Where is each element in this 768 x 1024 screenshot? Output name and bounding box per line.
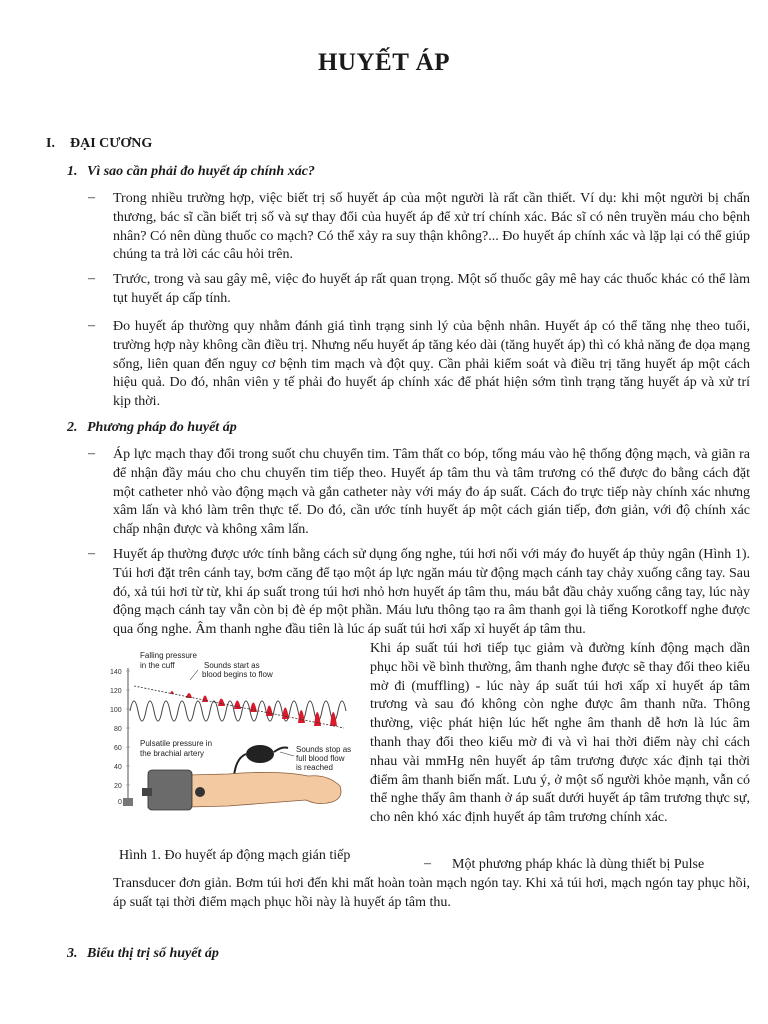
y-tick-label: 120 xyxy=(110,688,122,695)
page-title: HUYẾT ÁP xyxy=(317,49,451,76)
label-full-flow: full blood flow xyxy=(296,754,345,763)
paragraph: Đo huyết áp thường quy nhằm đánh giá tình trạng sinh lý của bệnh nhân. Huyết áp có thể tăng nhẹ theo tuổi, trường hợp này không cần điều trị. Nhưng nếu huyết áp tăng kéo dài (tăng huyết áp) thì có khả năng đe dọa mạng sống, liên quan đến nguy cơ bệnh tim mạch và đột quỵ. Cần phải kiểm soát và điều trị tăng huyết áp một cách hiệu quả. Do đó, nhân viên y tế phải đo huyết áp chính xác để phát hiện sớm tình trạng tăng huyết áp và xử trí kịp thời. xyxy=(113,319,750,410)
paragraph: Áp lực mạch thay đổi trong suốt chu chuyển tim. Tâm thất co bóp, tống máu vào hệ thống động mạch, và giãn ra để nhận đầy máu cho chu chuyển tim tiếp theo. Huyết áp tâm thu và tâm trương có thể được đo bằng cách đặt một catheter nhỏ vào động mạch và gắn catheter này với máy đo áp suất. Cách đo trực tiếp này chính xác nhưng xâm lấn và khó làm trên thực tế. Do đó, cần ước tính huyết áp một cách gián tiếp, đơn giản, với độ chính xác chấp nhận được và không xâm lấn. xyxy=(113,447,750,538)
paragraph: Transducer đơn giản. Bơm túi hơi đến khi mất hoàn toàn mạch ngón tay. Khi xả túi hơi, mạch ngón tay phục hồi, áp suất tại thời điểm mạch phục hồi này là huyết áp tâm thu. xyxy=(113,876,750,910)
label-in-cuff: in the cuff xyxy=(140,661,175,670)
section-label: ĐẠI CƯƠNG xyxy=(70,136,153,151)
blood-pressure-figure xyxy=(108,646,358,846)
label-sounds-start: Sounds start as xyxy=(204,661,260,670)
subsection-number: 2. xyxy=(67,420,78,435)
label-blood-flow: blood begins to flow xyxy=(202,670,273,679)
section-number: I. xyxy=(46,136,55,151)
subsection-label: Biểu thị trị số huyết áp xyxy=(87,946,219,961)
subsection-number: 3. xyxy=(67,946,78,961)
label-brachial: the brachial artery xyxy=(140,749,205,758)
bullet-dash: – xyxy=(88,318,95,333)
y-tick-label: 0 xyxy=(118,799,122,806)
subsection-heading-1 xyxy=(67,164,315,180)
y-tick-label: 140 xyxy=(110,669,122,676)
label-sounds-stop: Sounds stop as xyxy=(296,745,352,754)
y-axis-ticks xyxy=(110,669,122,806)
bullet-dash: – xyxy=(88,546,95,561)
figure-caption: Hình 1. Đo huyết áp động mạch gián tiếp xyxy=(119,848,351,863)
inflation-bulb-icon xyxy=(246,745,274,763)
subsection-heading-3 xyxy=(67,946,219,962)
label-falling-pressure: Falling pressure xyxy=(140,651,197,660)
subsection-label: Phương pháp đo huyết áp xyxy=(87,420,237,435)
y-tick-label: 100 xyxy=(110,707,122,714)
y-tick-label: 60 xyxy=(114,745,122,752)
paragraph-wrap: Khi áp suất túi hơi tiếp tục giảm và đường kính động mạch dần phục hồi về bình thường, âm thanh nghe được sẽ thay đổi theo kiểu mờ đi (muffling) - lúc này áp suất túi hơi xấp xỉ huyết áp tâm trương và sau đó không còn nghe được âm thanh nữa. Thông thường, việc phát hiện lúc hết nghe âm thanh dễ hơn là lúc âm thanh thay đổi theo kiểu mờ đi và vì hai thời điểm này chỉ cách nhau vài mmHg nên huyết áp tâm trương được xác định tại thời điểm âm thanh biến mất. Lưu ý, ở một số người khỏe mạnh, vẫn có thể nghe thấy âm thanh ở áp suất dưới huyết áp tâm trương thực sự, cho nên khó xác định huyết áp tâm trương chính xác. xyxy=(370,641,750,826)
stethoscope-icon xyxy=(195,787,205,797)
paragraph: Trước, trong và sau gây mê, việc đo huyết áp rất quan trọng. Một số thuốc gây mê hay các thuốc khác có thể làm tụt huyết áp cấp tính. xyxy=(113,272,750,306)
paragraph: Huyết áp thường được ước tính bằng cách sử dụng ống nghe, túi hơi nối với máy đo huyết áp thủy ngân (Hình 1). Túi hơi đặt trên cánh tay, bơm căng để tạo một áp lực ngăn máu từ động mạch cánh tay chảy xuống cẳng tay. Sau đó, xả túi hơi từ từ, khi áp suất trong túi hơi nhỏ hơn huyết áp tâm thu, máu bắt đầu chảy xuống cẳng tay, lúc này động mạch cánh tay vẫn còn bị đè ép một phần. Máu lưu thông tạo ra âm thanh gọi là tiếng Korotkoff nghe được qua ống nghe. Âm thanh nghe đầu tiên là lúc áp suất túi hơi xấp xỉ huyết áp tâm thu. xyxy=(113,547,750,638)
bullet-dash: – xyxy=(88,271,95,286)
bullet-dash: – xyxy=(424,856,431,871)
subsection-heading-2 xyxy=(67,420,237,436)
label-pulsatile: Pulsatile pressure in xyxy=(140,739,213,748)
cuff-icon xyxy=(148,770,192,810)
y-tick-label: 40 xyxy=(114,764,122,771)
bullet-dash: – xyxy=(88,190,95,205)
label-reached: is reached xyxy=(296,763,333,772)
section-heading xyxy=(46,136,152,152)
paragraph-first-line: Một phương pháp khác là dùng thiết bị Pulse xyxy=(452,857,705,872)
subsection-label: Vì sao cần phải đo huyết áp chính xác? xyxy=(87,164,315,179)
y-tick-label: 20 xyxy=(114,783,122,790)
bullet-dash: – xyxy=(88,446,95,461)
paragraph: Trong nhiều trường hợp, việc biết trị số huyết áp của một người là rất cần thiết. Ví dụ: khi một người bị chấn thương, bác sĩ cần biết trị số và sự thay đổi của huyết áp để xử trí chính xác. Bác sĩ có nên truyền máu cho bệnh nhân? Có nên dùng thuốc co mạch? Có thể xảy ra suy thận không?... Đo huyết áp chính xác và lặp lại có thể giúp chúng ta trả lời các câu hỏi trên. xyxy=(113,191,750,263)
subsection-number: 1. xyxy=(67,164,78,179)
y-tick-label: 80 xyxy=(114,726,122,733)
